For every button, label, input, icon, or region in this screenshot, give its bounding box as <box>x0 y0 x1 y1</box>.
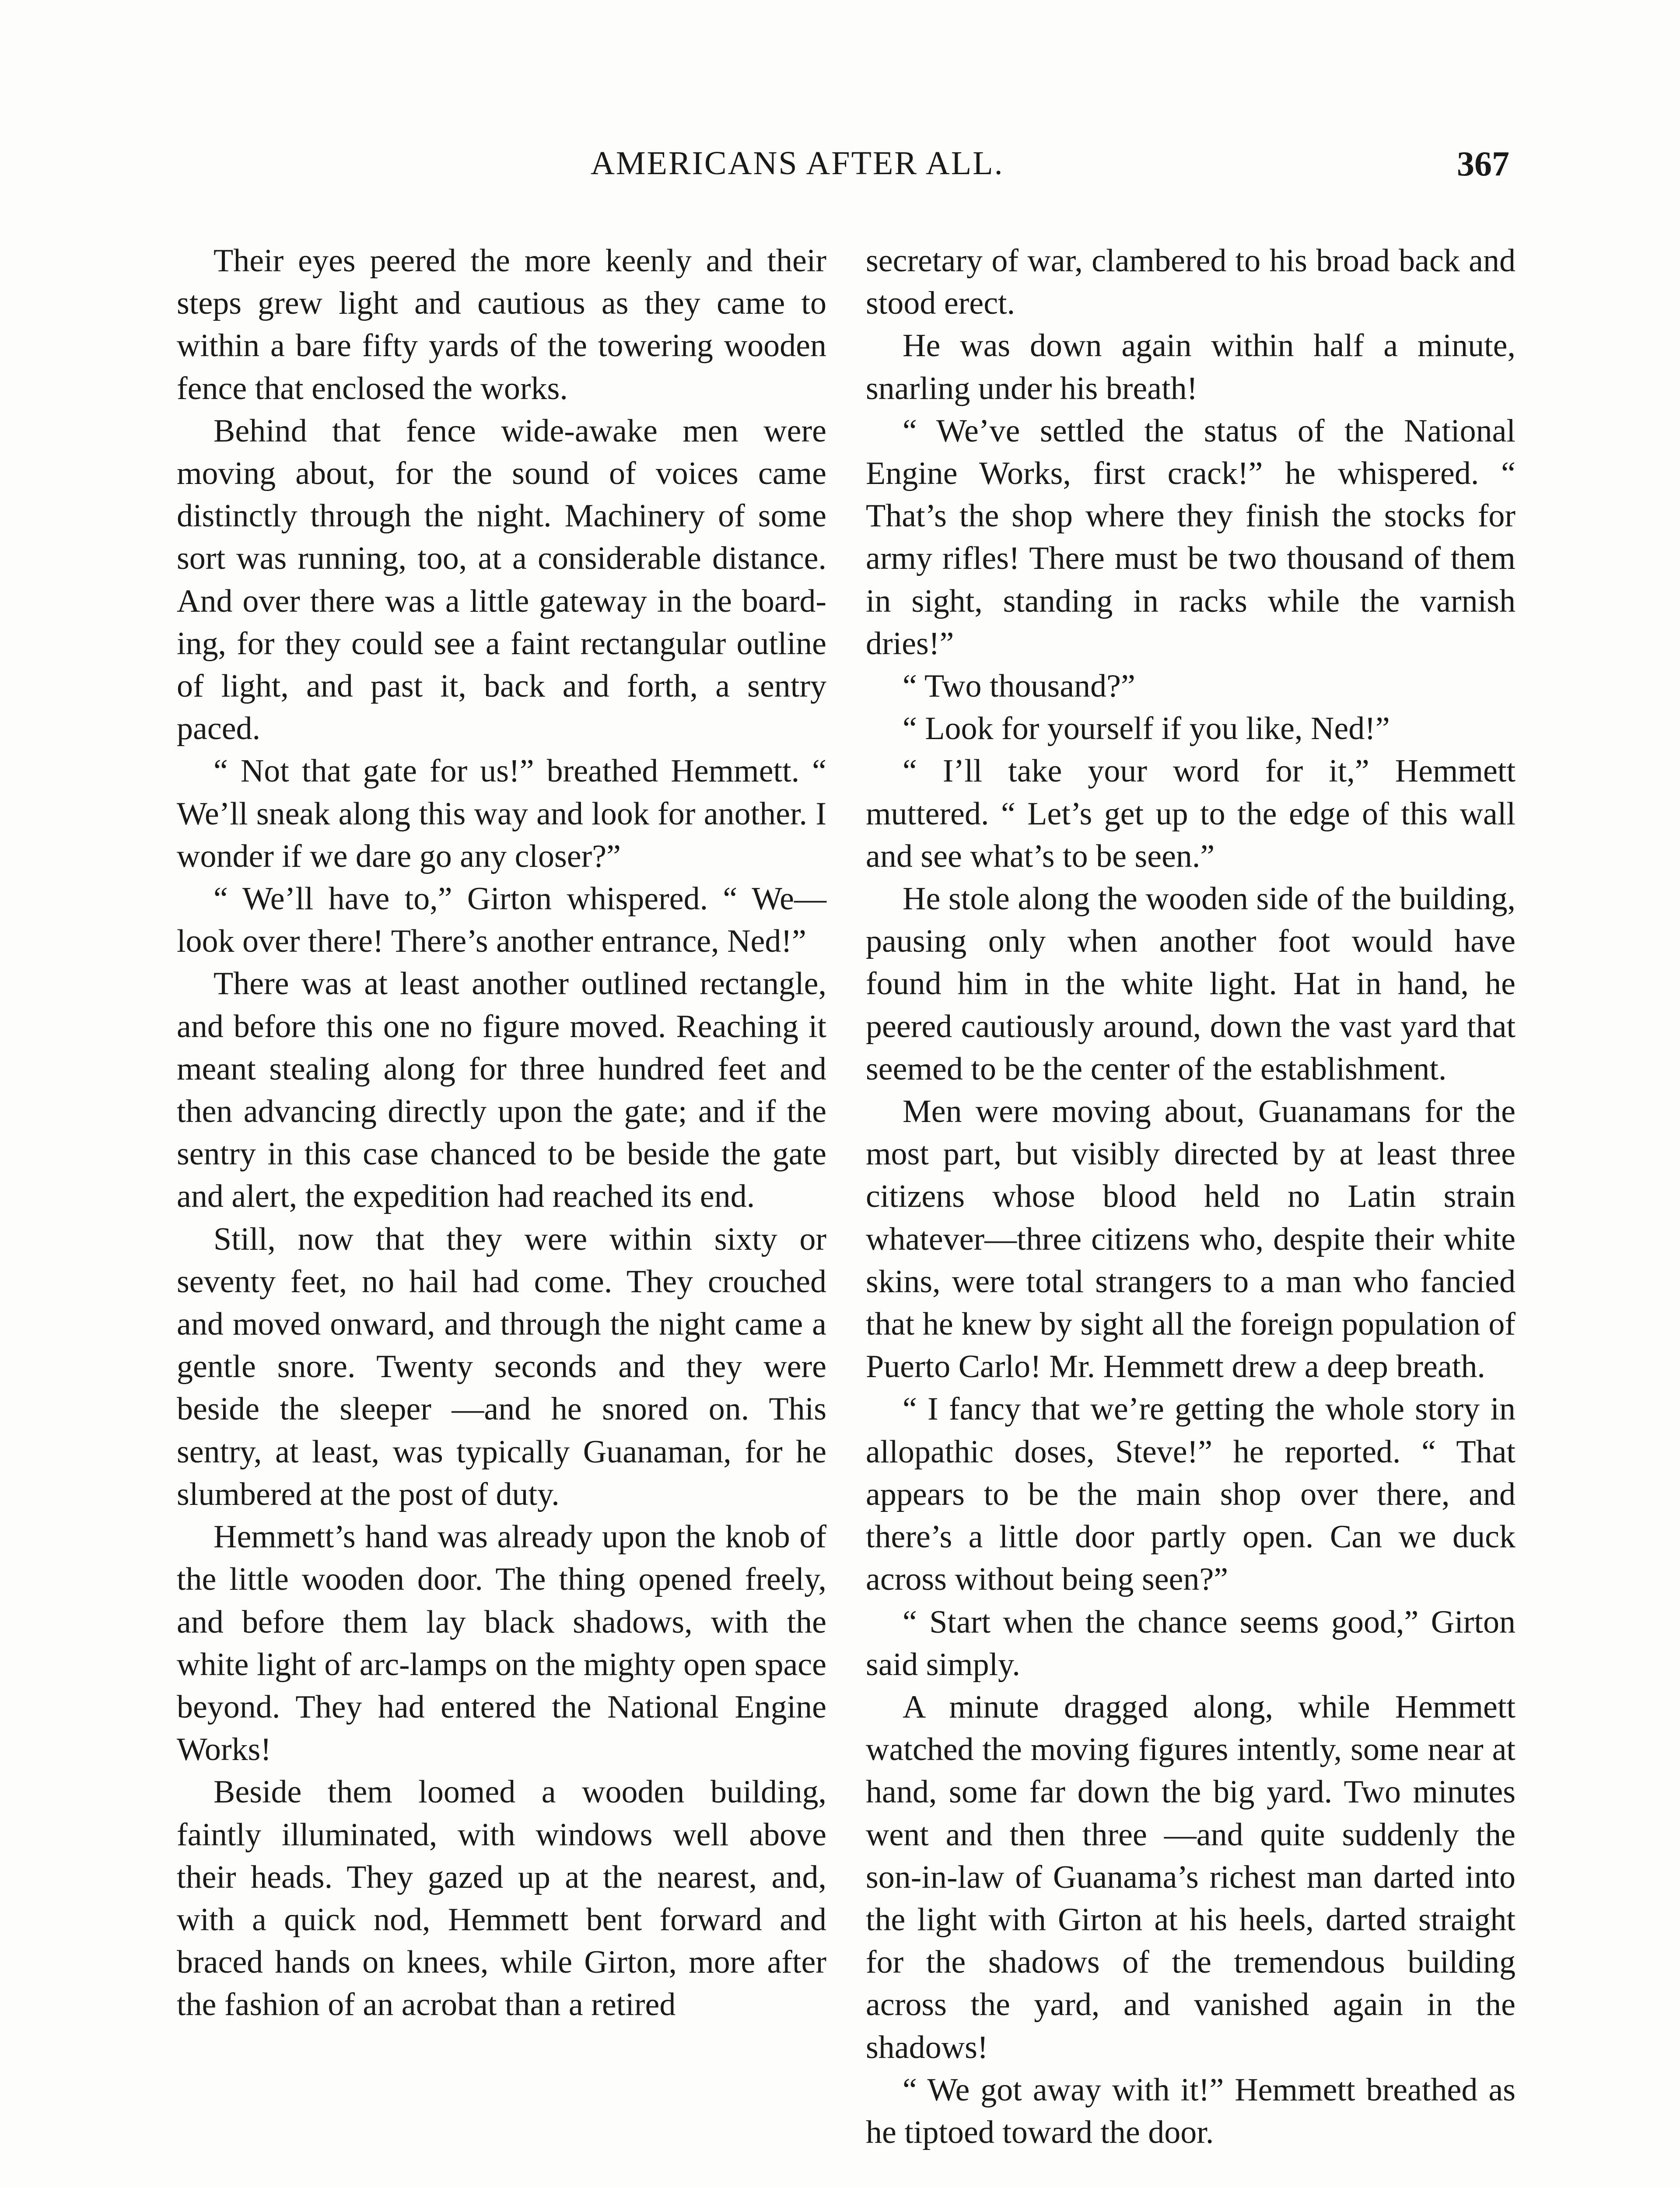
right-column <box>866 240 1516 2154</box>
paragraph: Still, now that they were within sixty or seventy feet, no hail had come. They crouched and moved onward, and through the night came a gentle snore. Twenty seconds and they were beside the sleeper —and he snored on. This sentry, at least, was typically Guanaman, for he slumbered at the post of duty. <box>177 1221 826 1512</box>
paragraph: Hemmett’s hand was already upon the knob of the little wooden door. The thing opened freely, and before them lay black shadows, with the white light of arc-lamps on the mighty open space beyond. They had entered the National Engine Works! <box>177 1519 826 1768</box>
paragraph: “ I’ll take your word for it,” Hemmett muttered. “ Let’s get up to the edge of this wall and see what’s to be seen.” <box>866 753 1516 874</box>
paragraph: “ Not that gate for us!” breathed Hemmett. “ We’ll sneak along this way and look for another. I wonder if we dare go any closer?” <box>177 753 826 874</box>
paragraph: Men were moving about, Guanamans for the most part, but visibly directed by at least three citizens whose blood held no Latin strain whatever—three citizens who, despite their white skins, were total strangers to a man who fancied that he knew by sight all the foreign population of Puerto Carlo! Mr. Hemmett drew a deep breath. <box>866 1094 1516 1385</box>
page-number: 367 <box>1457 145 1509 183</box>
left-column <box>177 240 826 2027</box>
paragraph: Behind that fence wide-awake men were moving about, for the sound of voices came distinctly through the night. Machinery of some sort was running, too, at a considerable distance. And over there was a little gateway in the boarding, for they could see a faint rectangular outline of light, and past it, back and forth, a sentry paced. <box>177 413 826 747</box>
paragraph: A minute dragged along, while Hemmett watched the moving figures intently, some near at hand, some far down the big yard. Two minutes went and then three —and quite suddenly the son-in-law of Guanama’s richest man darted into the light with Girton at his heels, darted straight for the shadows of the tremendous building across the yard, and vanished again in the shadows! <box>866 1689 1516 2065</box>
paragraph: He stole along the wooden side of the building, pausing only when another foot would have found him in the white light. Hat in hand, he peered cautiously around, down the vast yard that seemed to be the center of the establishment. <box>866 881 1516 1087</box>
paragraph: Their eyes peered the more keenly and their steps grew light and cautious as they came to within a bare fifty yards of the towering wooden fence that enclosed the works. <box>177 243 826 407</box>
paragraph: “ We got away with it!” Hemmett breathed as he tiptoed toward the door. <box>866 2072 1516 2150</box>
continued-paragraph: secretary of war, clambered to his broad back and stood erect. <box>866 243 1516 322</box>
paragraph: “ Look for yourself if you like, Ned!” <box>903 711 1390 747</box>
paragraph: “ We’ll have to,” Girton whispered. “ We—look over there! There’s another entrance, Ned!” <box>177 881 826 960</box>
paragraph: “ Start when the chance seems good,” Girton said simply. <box>866 1604 1516 1683</box>
paragraph: Beside them loomed a wooden building, faintly illuminated, with windows well above their heads. They gazed up at the nearest, and, with a quick nod, Hemmett bent forward and braced hands on knees, while Girton, more after the fashion of an acrobat than a retired <box>177 1774 826 2023</box>
paragraph: “ I fancy that we’re getting the whole story in allopathic doses, Steve!” he reported. “ That appears to be the main shop over there, and there’s a little door partly open. Can we duck across without being seen?” <box>866 1391 1516 1598</box>
paragraph: He was down again within half a minute, snarling under his breath! <box>866 328 1516 407</box>
running-head: AMERICANS AFTER ALL. <box>591 145 1004 182</box>
paragraph: “ Two thousand?” <box>903 668 1135 705</box>
paragraph: There was at least another outlined rectangle, and before this one no figure moved. Reaching it meant stealing along for three hundred feet and then advancing directly upon the gate; and if the sentry in this case chanced to be beside the gate and alert, the expedition had reached its end. <box>177 966 826 1215</box>
paragraph: “ We’ve settled the status of the National Engine Works, first crack!” he whispered. “ That’s the shop where they finish the stocks for army rifles! There must be two thousand of them in sight, standing in racks while the varnish dries!” <box>866 413 1516 662</box>
